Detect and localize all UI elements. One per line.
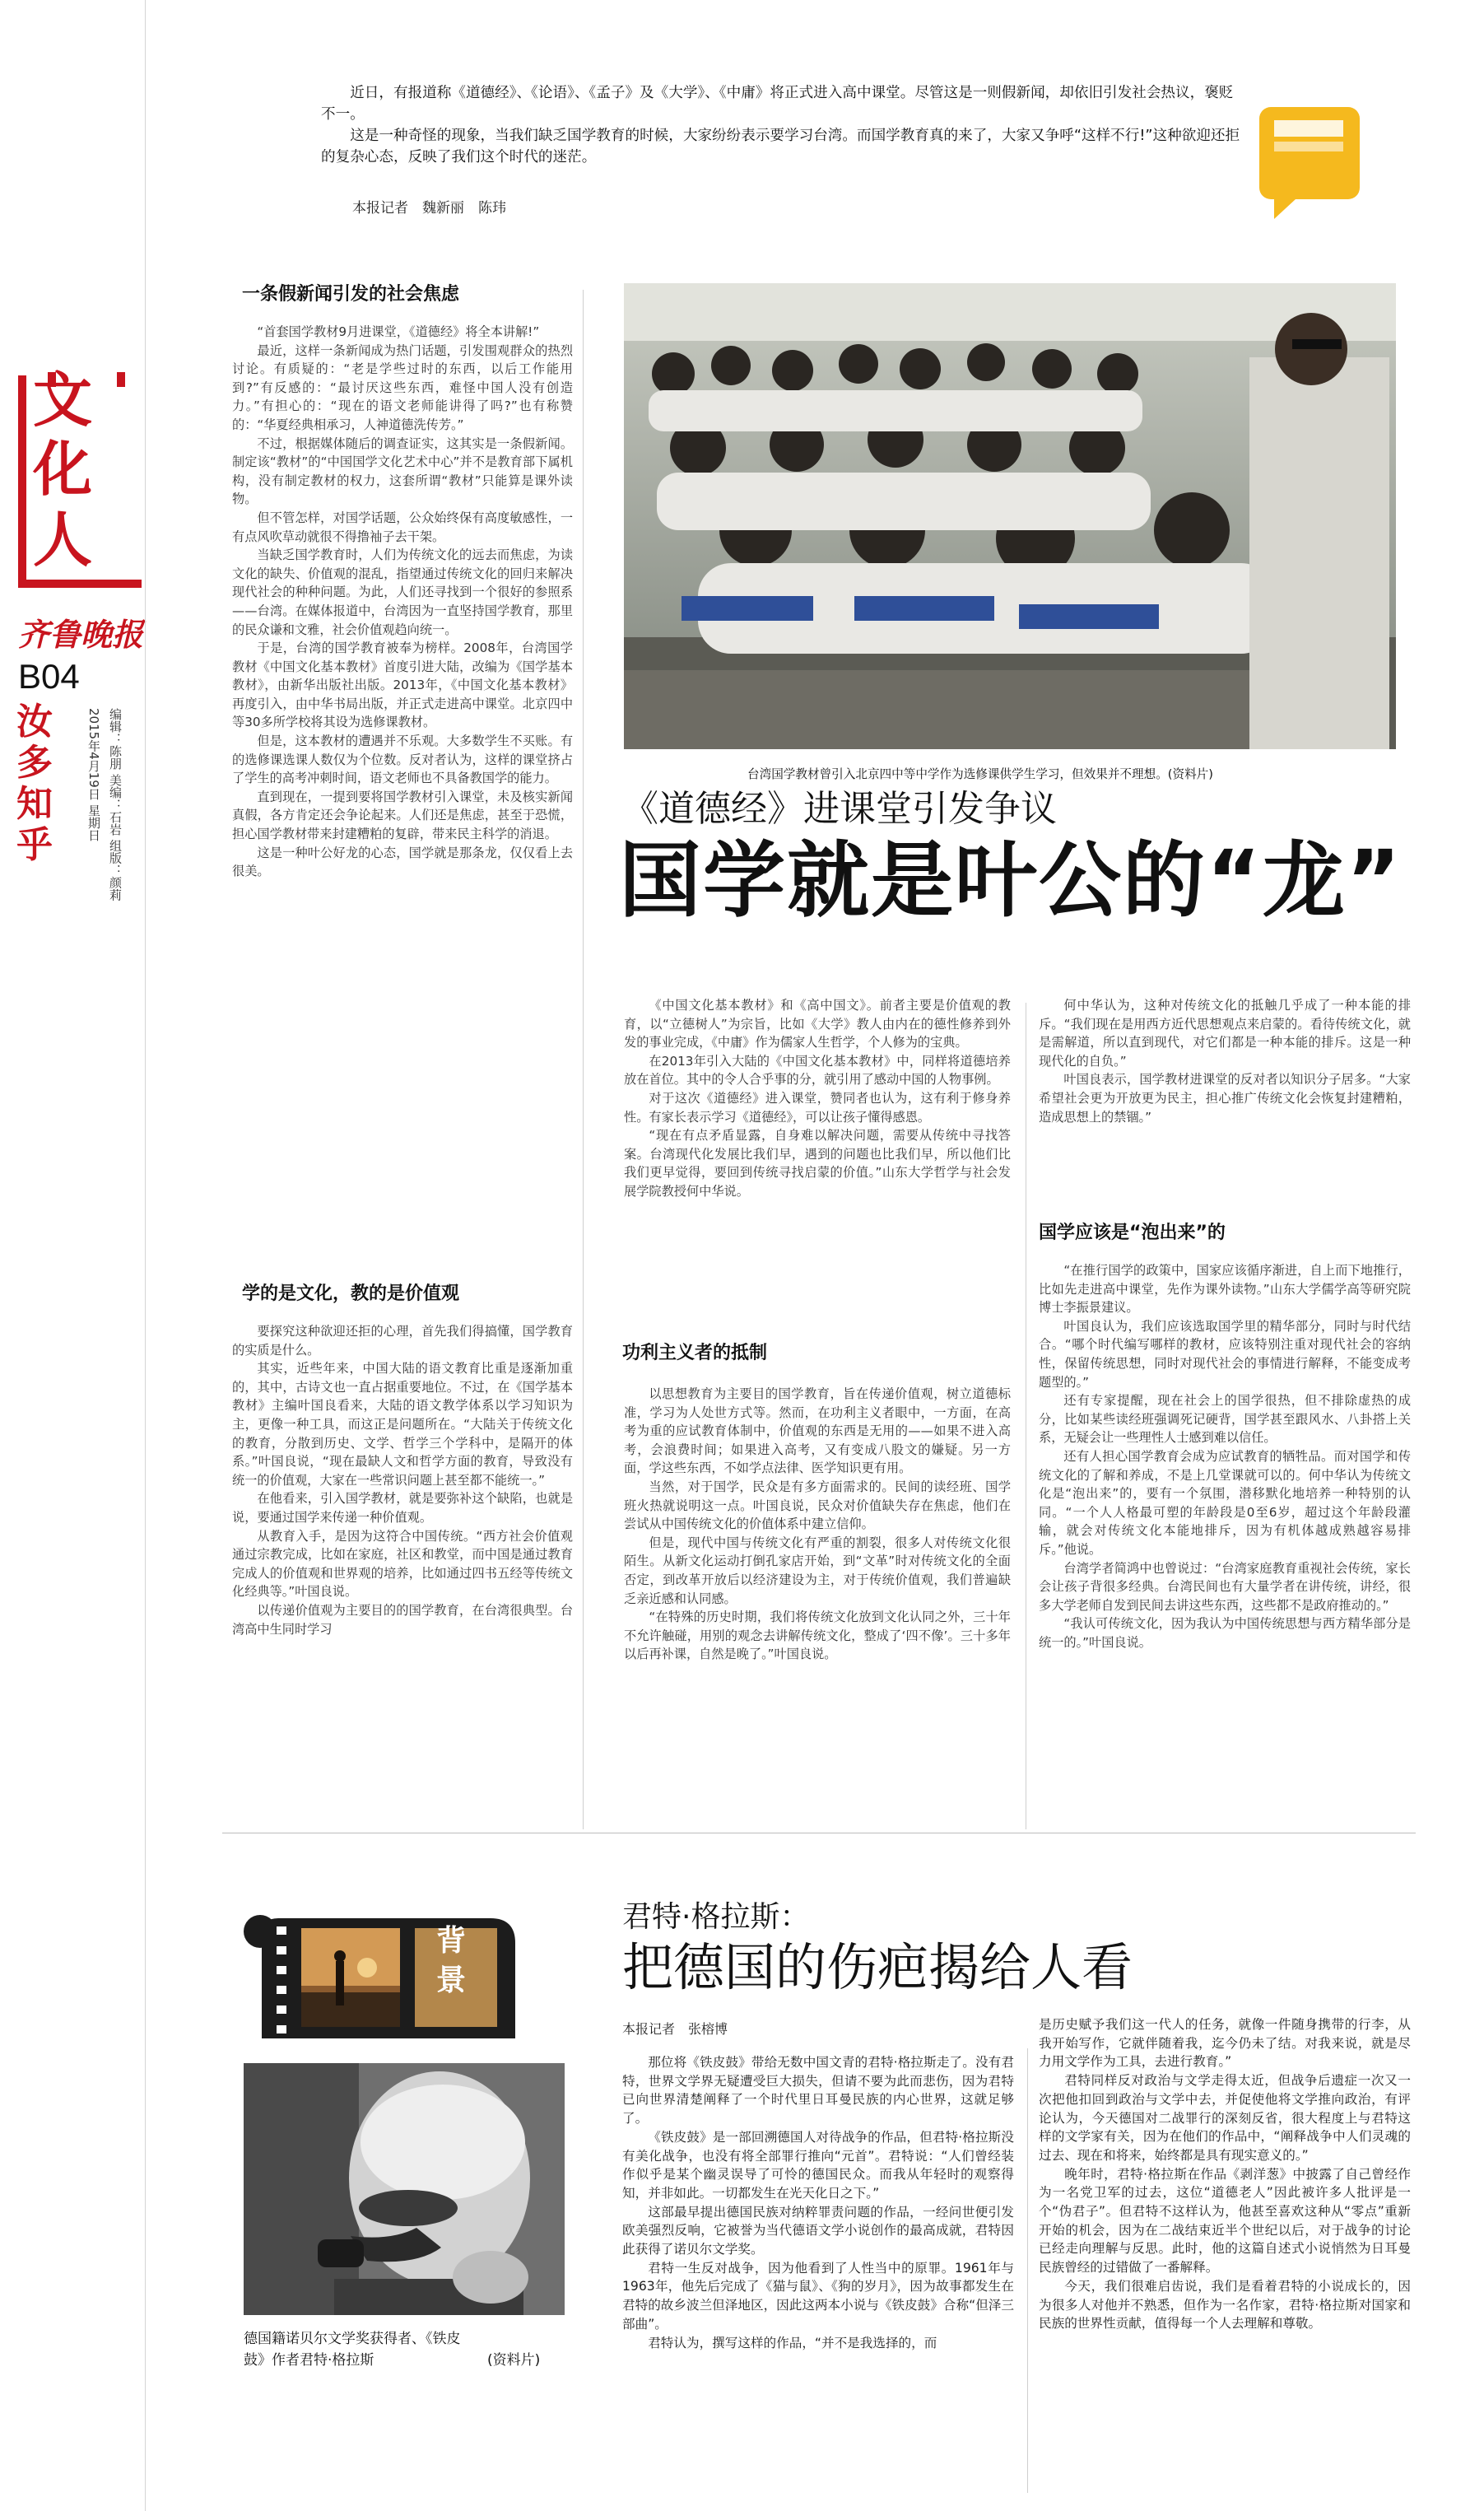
text-paragraph: “在特殊的历史时期，我们将传统文化放到文化认同之外，三十年不允许触碰，用别的观念去讲解传统文化，整成了‘四不像’。三十多年以后再补课，自然是晚了。”叶国良说。	[624, 1610, 1011, 1662]
grass-caption-line2: 鼓》作者君特·格拉斯	[244, 2352, 374, 2369]
intro-text	[321, 82, 1241, 168]
editor-line: 编辑：陈朋 美编：石岩 组版：颜莉	[108, 708, 123, 901]
paper-name: 齐鲁晚报	[18, 616, 144, 653]
background-column-c	[622, 2053, 1014, 2498]
text-paragraph: 从教育入手，是因为这符合中国传统。“西方社会价值观通过宗教完成，比如在家庭，社区和教堂，而中国是通过教育完成人的价值观和世界观的培养，比如通过四书五经等传统文化经典等。”叶国良说。	[232, 1528, 573, 1600]
section-title-char-3: 人	[33, 505, 93, 575]
text-paragraph: 以思想教育为主要目的国学教育，旨在传递价值观，树立道德标准，学习为人处世方式等。然而，在功利主义者眼中，一方面，在高考为重的应试教育体制中，价值观的东西是无用的——如果不进入高考，会浪费时间；如果进入高考，又有变成八股文的嫌疑。另一方面，学这些东西，不如学点法律、医学知识更有用。	[624, 1386, 1011, 1476]
text-paragraph: 叶国良表示，国学教材进课堂的反对者以知识分子居多。“大家希望社会更为开放更为民主，担心推广传统文化会恢复封建糟粕，造成思想上的禁锢。”	[1039, 1072, 1411, 1125]
text-paragraph: “我认可传统文化，因为我认为中国传统思想与西方精华部分是统一的。”叶国良说。	[1039, 1616, 1411, 1650]
intro-paragraph: 这是一种奇怪的现象，当我们缺乏国学教育的时候，大家纷纷表示要学习台湾。而国学教育真的来了，大家又争呼“这样不行!”这种欲迎还拒的复杂心态，反映了我们这个时代的迷茫。	[321, 128, 1240, 165]
section-title-char-1: 文	[33, 366, 93, 435]
text-paragraph: 于是，台湾的国学教育被奉为榜样。2008年，台湾国学教材《中国文化基本教材》首度引进大陆，改编为《国学基本教材》，由新华出版社出版。2013年，《中国文化基本教材》再度引入，由中华书局出版，并正式走进高中课堂。北京四中等30多所学校将其设为选修课教材。	[232, 641, 573, 730]
text-paragraph: 君特认为，撰写这样的作品，“并不是我选择的，而	[648, 2335, 937, 2350]
left-column-divider	[583, 290, 584, 1829]
article-subhead-b: 国学应该是“泡出来”的	[1039, 1223, 1226, 1243]
background-column-d	[1039, 2015, 1411, 2498]
article-subhead-a: 功利主义者的抵制	[622, 1343, 768, 1363]
text-paragraph: 最近，这样一条新闻成为热门话题，引发围观群众的热烈讨论。有质疑的：“老是学些过时的东西，以后工作能用到?”有反感的：“最讨厌这些东西，难怪中国人没有创造力。”有担心的：“现在的语文老师能讲得了吗?”也有称赞的：“华夏经典相承习，人神道德洗传芳。”	[232, 342, 573, 432]
background-headline: 把德国的伤疤揭给人看	[622, 1937, 1133, 1997]
speech-bubble-graphic	[1251, 104, 1366, 219]
left-heading-1: 一条假新闻引发的社会焦虑	[242, 284, 460, 305]
section-title-char-2: 化	[33, 435, 93, 504]
text-paragraph: 还有专家提醒，现在社会上的国学很热，但不排除虚热的成分，比如某些读经班强调死记硬背，国学甚至跟风水、八卦搭上关系，无疑会让一些理性人士感到难以信任。	[1039, 1393, 1411, 1446]
background-kicker: 君特·格拉斯：	[622, 1900, 810, 1934]
text-paragraph: 但是，这本教材的遭遇并不乐观。大多数学生不买账。有的选修课选课人数仅为个位数。反对者认为，这样的课堂挤占了学生的高考冲刺时间，语文老师也不具备教国学的能力。	[232, 734, 573, 786]
grass-portrait-photo	[244, 2063, 565, 2315]
text-paragraph: “现在有点矛盾显露，自身难以解决问题，需要从传统中寻找答案。台湾现代化发展比我们早，遇到的问题也比我们早，所以他们比我们更早觉得，要回到传统寻找启蒙的价值。”山东大学哲学与社会发展学院教授何中华说。	[624, 1128, 1011, 1199]
text-paragraph: 还有人担心国学教育会成为应试教育的牺牲品。而对国学和传统文化的了解和养成，不是上几堂课就可以的。何中华认为传统文化是“泡出来”的，要有一个氛围，潜移默化地培养一种特别的认同。“一个人人格最可塑的年龄段是0至6岁，超过这个年龄段灌输，就会对传统文化本能地排斥，因为有机体越成熟越容易排斥。”他说。	[1039, 1448, 1411, 1557]
text-paragraph: 但不管怎样，对国学话题，公众始终保有高度敏感性，一有点风吹草动就很不得撸袖子去干架。	[232, 510, 573, 544]
text-paragraph: 不过，根据媒体随后的调查证实，这其实是一条假新闻。制定该“教材”的“中国国学文化艺术中心”并不是教育部下属机构，没有制定教材的权力，这套所谓“教材”只能算是课外读物。	[232, 436, 573, 507]
date-line: 2015年4月19日 星期日	[86, 708, 101, 841]
text-paragraph: 当缺乏国学教育时，人们为传统文化的远去而焦虑，为读文化的缺失、价值观的混乱，指望通过传统文化的回归来解决现代社会的种种问题。为此，人们还寻找到一个很好的参照系——台湾。在媒体报道中，台湾因为一直坚持国学教育，那里的民众谦和文雅，社会价值观趋向统一。	[232, 547, 573, 637]
grass-caption-source: (资料片)	[487, 2352, 541, 2369]
text-paragraph: 其实，近些年来，中国大陆的语文教育比重是逐渐加重的，其中，古诗文也一直占据重要地位。不过，在《国学基本教材》主编叶国良看来，大陆的语文教学体系以学习知识为主，更像一种工具，而这正是问题所在。“大陆关于传统文化的教育，分散到历史、文学、哲学三个学科中，是隔开的体系。”叶国良说，“现在最缺人文和哲学方面的教育，导致没有统一的价值观，大家在一些常识问题上甚至都不能统一。”	[232, 1361, 573, 1488]
text-paragraph: 这是一种叶公好龙的心态，国学就是那条龙，仅仅看上去很美。	[232, 845, 573, 879]
text-paragraph: 何中华认为，这种对传统文化的抵触几乎成了一种本能的排斥。“我们现在是用西方近代思想观点来启蒙的。看待传统文化，就是需解道，所以直到现代，对它们都是一种本能的排斥。这是一种现代化的自负。”	[1039, 998, 1411, 1069]
text-paragraph: 晚年时，君特·格拉斯在作品《剥洋葱》中披露了自己曾经作为一名党卫军的过去，这位“道德老人”因此被许多人批评是一个“伪君子”。但君特不这样认为，他甚至喜欢这种从“零点”重新开始的机会，因为在二战结束近半个世纪以后，对于战争的讨论已经走向理解与反思。此时，他的这篇自述式小说悄然为日耳曼民族曾经的过错做了一番解释。	[1039, 2166, 1411, 2276]
classroom-photo	[624, 283, 1396, 749]
text-paragraph: 《中国文化基本教材》和《高中国文》。前者主要是价值观的教育，以“立德树人”为宗旨，比如《大学》教人由内在的德性修养到外发的事业完成，《中庸》作为儒家人生哲学，个人修为的宝典。	[624, 998, 1011, 1051]
text-paragraph: 以传递价值观为主要目的的国学教育，在台湾很典型。台湾高中生同时学习	[232, 1602, 573, 1637]
text-paragraph: 君特同样反对政治与文学走得太近，但战争后遗症一次又一次把他扣回到政治与文学中去，并促使他将文学推向政治，有评论认为，今天德国对二战罪行的深刻反省，很大程度上与君特这样的文学家有关，因为在他们的作品中，“阐释战争中人们灵魂的过去、现在和将来，始终都是具有现实意义的。”	[1039, 2073, 1411, 2163]
text-paragraph: 这部最早提出德国民族对纳粹罪责问题的作品，一经问世便引发欧美强烈反响，它被誉为当代德语文学小说创作的最高成就，君特因此获得了诺贝尔文学奖。	[622, 2204, 1014, 2257]
text-paragraph: 今天，我们很难启齿说，我们是看着君特的小说成长的，因为很多人对他并不熟悉，但作为一名作家，君特·格拉斯对国家和民族的世界性贡献，值得每一个人去理解和尊敬。	[1039, 2278, 1411, 2332]
text-paragraph: 但是，现代中国与传统文化有严重的割裂，很多人对传统文化很陌生。从新文化运动打倒孔家店开始，到“文革”时对传统文化的全面否定，到改革开放后以经济建设为主，对于传统价值观，我们普遍缺乏亲近感和认同感。	[624, 1535, 1011, 1606]
article-column-b2	[1039, 1261, 1411, 1819]
text-paragraph: 对于这次《道德经》进入课堂，赞同者也认为，这有利于修身养性。有家长表示学习《道德经》，可以让孩子懂得感恩。	[624, 1090, 1011, 1125]
page-number: B04	[18, 657, 80, 696]
intro-paragraph: 近日，有报道称《道德经》、《论语》、《孟子》及《大学》、《中庸》将正式进入高中课堂。尽管这是一则假新闻，却依旧引发社会热议，褒贬不一。	[321, 85, 1234, 123]
main-kicker: 《道德经》进课堂引发争议	[622, 788, 1057, 830]
intro-byline: 本报记者 魏新丽 陈玮	[352, 200, 506, 217]
text-paragraph: 那位将《铁皮鼓》带给无数中国文青的君特·格拉斯走了。没有君特，世界文学界无疑遭受巨大损失，但请不要为此而悲伤，因为君特已向世界清楚阐释了一个时代里日耳曼民族的内心世界，这就足够了。	[622, 2055, 1014, 2127]
film-strip-icon	[244, 1910, 560, 2038]
text-paragraph: 要探究这种欲迎还拒的心理，首先我们得搞懂，国学教育的实质是什么。	[232, 1324, 573, 1358]
text-paragraph: 是历史赋予我们这一代人的任务，就像一件随身携带的行李，从我开始写作，它就伴随着我，迄今仍未了结。对我来说，就是尽力用文学作为工具，去进行教育。”	[1039, 2017, 1411, 2070]
grass-caption-line1: 德国籍诺贝尔文学奖获得者、《铁皮	[244, 2331, 461, 2347]
background-byline: 本报记者 张榕博	[622, 2021, 728, 2037]
main-headline: 国学就是叶公的“龙”	[619, 832, 1403, 929]
text-paragraph: 直到现在，一提到要将国学教材引入课堂，未及核实新闻真假，各方肯定还会争论起来。人们还是焦虑，甚至于恐慌，担心国学教材带来封建糟粕的复辟，带来民主科学的消退。	[232, 789, 573, 842]
column-name: 汝多知乎	[16, 701, 53, 866]
text-paragraph: 叶国良认为，我们应该选取国学里的精华部分，同时与时代结合。“哪个时代编写哪样的教材，应该特别注重对现代社会的容纳性，保留传统思想，同时对现代社会的事情进行解释，不能变成考题型的。”	[1039, 1318, 1411, 1390]
background-label: 背景	[436, 1924, 467, 1997]
text-paragraph: 台湾学者简鸿中也曾说过：“台湾家庭教育重视社会传统，家长会让孩子背很多经典。台湾民间也有大量学者在讲传统，讲经，很多大学老师自发到民间去讲这些东西，这些都不是政府推动的。”	[1039, 1560, 1411, 1613]
left-column-part1	[232, 323, 573, 1255]
text-paragraph: 在2013年引入大陆的《中国文化基本教材》中，同样将道德培养放在首位。其中的令人合乎事的分，就引用了感动中国的人物事例。	[624, 1053, 1011, 1088]
article-column-b1	[1039, 996, 1411, 1207]
text-paragraph: 君特一生反对战争，因为他看到了人性当中的原罪。1961年与1963年，他先后完成了《猫与鼠》、《狗的岁月》，因为故事都发生在君特的故乡波兰但泽地区，因此这两本小说与《铁皮鼓》合称“但泽三部曲”。	[622, 2260, 1014, 2332]
left-column-part2	[232, 1322, 573, 1816]
margin-divider	[145, 0, 146, 2511]
speech-bubble-icon	[1251, 104, 1366, 219]
article-column-a1	[624, 996, 1011, 1338]
text-paragraph: “首套国学教材9月进课堂，《道德经》将全本讲解!”	[257, 324, 540, 339]
left-heading-2: 学的是文化，教的是价值观	[242, 1283, 460, 1304]
classroom-photo-caption: 台湾国学教材曾引入北京四中等中学作为选修课供学生学习，但效果并不理想。(资料片)	[747, 767, 1213, 781]
background-column-divider	[1027, 2048, 1028, 2493]
grass-portrait-image	[244, 2063, 565, 2315]
text-paragraph: 《铁皮鼓》是一部回溯德国人对待战争的作品，但君特·格拉斯没有美化战争，也没有将全部罪行推向“元首”。君特说：“人们曾经装作似乎是某个幽灵误导了可怜的德国民众。而我从年轻时的观察得知，并非如此。一切都发生在光天化日之下。”	[622, 2129, 1014, 2201]
classroom-photo-image	[624, 283, 1396, 749]
article-column-a2	[624, 1385, 1011, 1819]
text-paragraph: 当然，对于国学，民众是有多方面需求的。民间的读经班、国学班火热就说明这一点。叶国良说，民众对价值缺失存在焦虑，他们在尝试从中国传统文化的价值体系中建立信仰。	[624, 1479, 1011, 1532]
text-paragraph: 在他看来，引入国学教材，就是要弥补这个缺陷，也就是说，要通过国学来传递一种价值观。	[232, 1491, 573, 1525]
text-paragraph: “在推行国学的政策中，国家应该循序渐进，自上而下地推行，比如先走进高中课堂，先作为课外读物。”山东大学儒学高等研究院博士李振景建议。	[1039, 1263, 1411, 1316]
background-label-graphic	[244, 1910, 560, 2038]
